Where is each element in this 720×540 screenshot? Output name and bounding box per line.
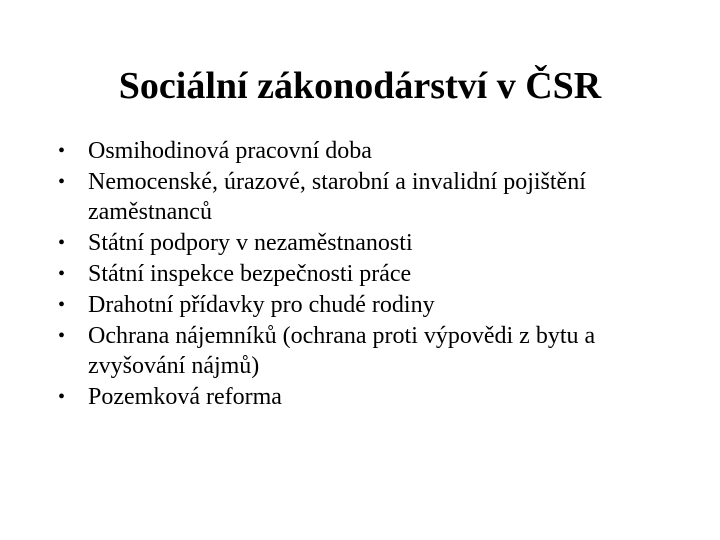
bullet-item-2	[58, 167, 698, 227]
bullet-item-3	[58, 228, 698, 258]
bullet-item-5	[58, 290, 698, 320]
bullet-text: Drahotní přídavky pro chudé rodiny	[88, 292, 435, 318]
bullet-text: Nemocenské, úrazové, starobní a invalidní pojištění zaměstnanců	[88, 169, 586, 225]
bullet-item-7	[58, 382, 698, 412]
bullet-icon: •	[58, 232, 66, 254]
bullet-icon: •	[58, 386, 66, 408]
bullet-text: Pozemková reforma	[88, 384, 282, 410]
bullet-text: Státní inspekce bezpečnosti práce	[88, 261, 412, 287]
bullet-icon: •	[58, 294, 66, 316]
bullet-item-1	[58, 136, 698, 166]
bullet-icon: •	[58, 171, 66, 193]
bullet-text: Osmihodinová pracovní doba	[88, 138, 372, 164]
bullet-item-6	[58, 321, 698, 381]
slide-title: Sociální zákonodárství v ČSR	[118, 65, 602, 107]
bullet-text: Ochrana nájemníků (ochrana proti výpovědi z bytu a zvyšování nájmů)	[88, 323, 596, 379]
bullet-icon: •	[58, 140, 66, 162]
bullet-item-4	[58, 259, 698, 289]
bullet-icon: •	[58, 325, 66, 347]
bullet-icon: •	[58, 263, 66, 285]
bullet-list	[58, 136, 698, 413]
bullet-text: Státní podpory v nezaměstnanosti	[88, 230, 413, 256]
